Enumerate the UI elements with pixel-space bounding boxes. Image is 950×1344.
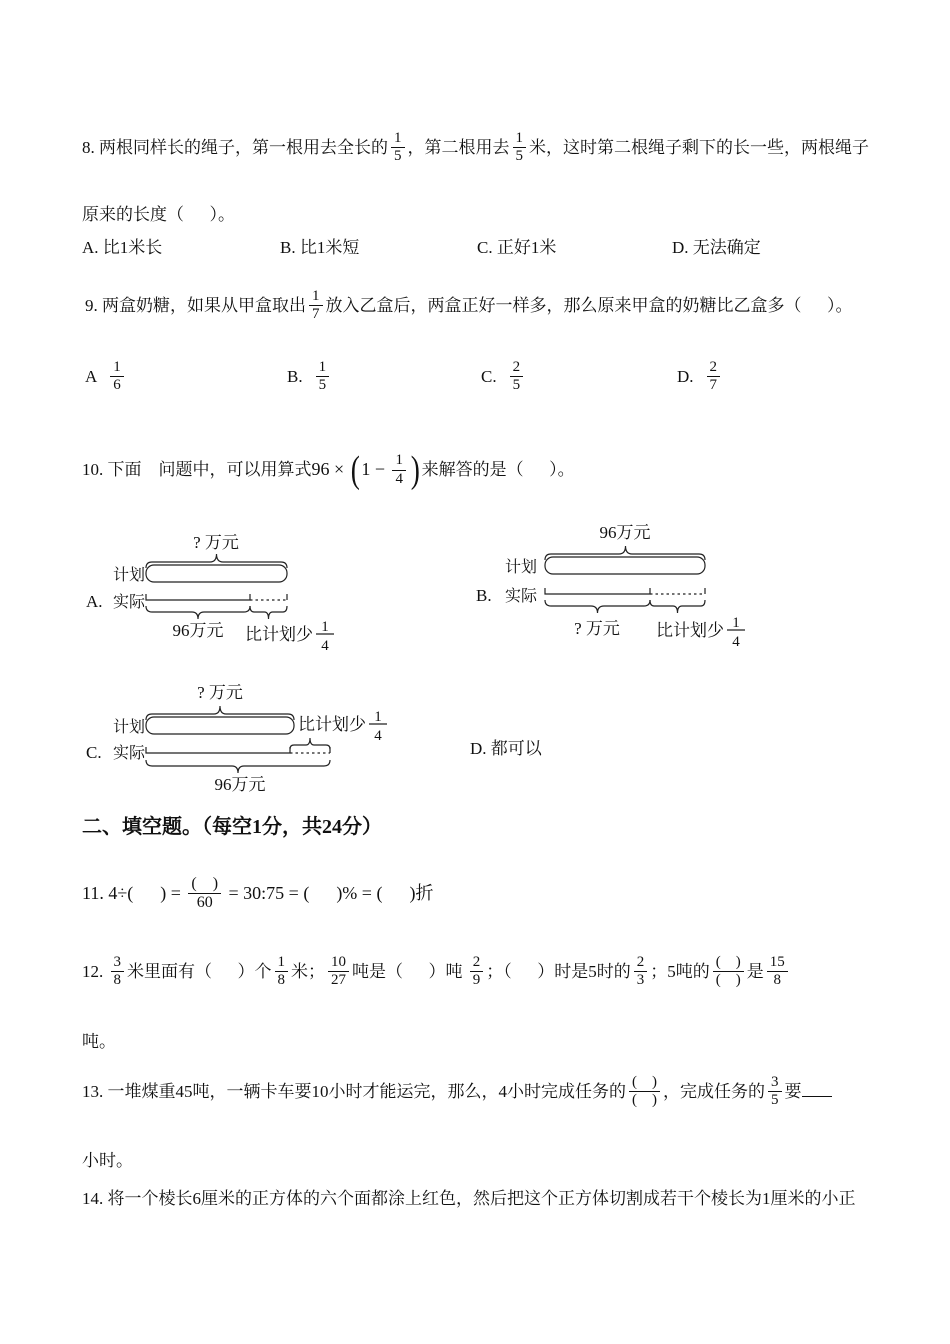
diagram-a-plan-bar bbox=[146, 565, 287, 582]
diagram-c-dotted-overbrace bbox=[290, 738, 330, 749]
q10-left-paren: ( bbox=[350, 449, 360, 491]
q10-option-d: D. 都可以 bbox=[470, 739, 542, 758]
diagram-c-bottom-label: 96万元 bbox=[214, 775, 266, 794]
diagram-b-dotted-underbrace bbox=[650, 600, 705, 613]
diagram-a-top-label: ? 万元 bbox=[193, 533, 239, 552]
diagram-a-bottom-label: 96万元 bbox=[172, 621, 224, 640]
diagram-b-plan-bar bbox=[545, 557, 705, 574]
question-13-line-1: 13. 一堆煤重45吨，一辆卡车要10小时才能运完，那么，4小时完成任务的 $\frac{( )}{( )}$ ，完成任务的 $\frac{3}{5}$ 要 bbox=[82, 1074, 832, 1110]
question-12-line-1: 12. $\frac{3}{8}$ 米里面有（ ）个 $\frac{1}{8}$ 米； $\frac{10}{27}$ 吨是（ ）吨 $\frac{2}{9}$ ；（ ）时是5时的 $\frac{2}{3}$ ；5吨的 $\frac{( )}{( )}$ 是 $\frac{15}{8}$ bbox=[82, 954, 791, 990]
diagram-a-actual-label: 实际 bbox=[113, 594, 146, 611]
diagram-a-plan-label: 计划 bbox=[113, 567, 146, 584]
question-14-line: 14. 将一个棱长6厘米的正方体的六个面都涂上红色，然后把这个正方体切割成若干个棱长为1厘米的小正 bbox=[82, 1189, 856, 1208]
q12-fraction-2-9: $\frac{2}{9}$ bbox=[470, 954, 484, 990]
q8-text-post: 米，这时第二根绳子剩下的长一些，两根绳子 bbox=[529, 137, 869, 157]
q12-fraction-2-3: $\frac{2}{3}$ bbox=[634, 954, 648, 990]
q10-expr-coeff: 96 × bbox=[311, 459, 349, 480]
q8-option-d: D. 无法确定 bbox=[672, 238, 761, 257]
q11-fraction-blank-over-60: $\frac{( )}{60}$ bbox=[188, 875, 221, 913]
question-11-line bbox=[82, 875, 433, 913]
q10-expr-one: 1 − bbox=[361, 459, 390, 480]
q9-option-c-fraction: $\frac{2}{5}$ bbox=[510, 359, 524, 395]
diagram-b-plan-label: 计划 bbox=[505, 559, 538, 576]
q8-text-pre: 8. 两根同样长的绳子，第一根用去全长的 bbox=[82, 137, 388, 157]
q13-answer-blank-line bbox=[802, 1096, 832, 1097]
section-2-header: 二、填空题。（每空1分，共24分） bbox=[82, 816, 382, 838]
q8-blank-text: 原来的长度（ ）。 bbox=[82, 205, 235, 224]
diagram-c-top-label: ? 万元 bbox=[197, 683, 243, 702]
q9-option-d-fraction: $\frac{2}{7}$ bbox=[707, 359, 721, 395]
diagram-a-actual-solid-line bbox=[146, 594, 250, 600]
q9-text-post: 放入乙盒后，两盒正好一样多，那么原来甲盒的奶糖比乙盒多（ ）。 bbox=[325, 295, 853, 315]
q9-fraction: $\frac{1}{7}$ bbox=[309, 288, 323, 324]
diagram-c-less-fraction-den: 4 bbox=[374, 728, 382, 744]
q12-fraction-15-8: $\frac{15}{8}$ bbox=[767, 954, 788, 990]
diagram-a-less-fraction-den: 4 bbox=[321, 638, 329, 654]
q9-option-b: B. $\frac{1}{5}$ bbox=[287, 359, 332, 395]
diagram-b-solid-underbrace bbox=[545, 600, 650, 613]
q10-expr-fraction: $\frac{1}{4}$ bbox=[392, 452, 406, 488]
q9-option-b-fraction: $\frac{1}{5}$ bbox=[316, 359, 330, 395]
q9-option-a: A $\frac{1}{6}$ bbox=[85, 359, 127, 395]
q8-option-b: B. 比1米短 bbox=[280, 238, 360, 257]
diagram-b-less-label: 比计划少 bbox=[656, 621, 724, 640]
q10-diagram-b bbox=[470, 516, 810, 666]
q13-fraction-blank: $\frac{( )}{( )}$ bbox=[629, 1074, 660, 1110]
q12-fraction-blank: $\frac{( )}{( )}$ bbox=[713, 954, 744, 990]
diagram-b-less-fraction-num: 1 bbox=[732, 615, 740, 631]
q10-right-paren: ) bbox=[410, 449, 420, 491]
diagram-b-less-fraction-den: 4 bbox=[732, 634, 740, 650]
question-12-line-2: 吨。 bbox=[82, 1032, 116, 1051]
diagram-c-less-label: 比计划少 bbox=[298, 715, 366, 734]
q8-text-mid: ，第二根用去 bbox=[407, 137, 510, 157]
diagram-a-less-label: 比计划少 bbox=[245, 625, 313, 644]
q8-fraction-2: $\frac{1}{5}$ bbox=[513, 130, 527, 166]
diagram-a-dotted-underbrace bbox=[250, 606, 287, 619]
q12-fraction-10-27: $\frac{10}{27}$ bbox=[328, 954, 349, 990]
diagram-b-option-label: B. bbox=[476, 586, 492, 605]
diagram-c-actual-label: 实际 bbox=[113, 745, 146, 762]
question-8-line-1 bbox=[82, 130, 869, 166]
diagram-b-top-label: 96万元 bbox=[599, 523, 651, 542]
question-10-line-1 bbox=[82, 449, 575, 491]
q9-option-c: C. $\frac{2}{5}$ bbox=[481, 359, 526, 395]
question-13-line-2: 小时。 bbox=[82, 1151, 133, 1170]
diagram-b-bottom-label: ? 万元 bbox=[574, 619, 620, 638]
q9-option-a-fraction: $\frac{1}{6}$ bbox=[110, 359, 124, 395]
q11-text-post: = 30:75 = ( )% = ( )折 bbox=[224, 883, 434, 904]
diagram-a-solid-underbrace bbox=[146, 606, 250, 619]
diagram-c-actual-solid-line bbox=[146, 747, 290, 753]
q10-diagram-a bbox=[82, 524, 442, 659]
diagram-c-option-label: C. bbox=[86, 743, 102, 762]
q9-text-pre: 9. 两盒奶糖，如果从甲盒取出 bbox=[85, 295, 306, 315]
question-8-line-2 bbox=[82, 204, 235, 226]
diagram-b-actual-label: 实际 bbox=[505, 588, 538, 605]
diagram-c-plan-bar bbox=[146, 717, 294, 734]
q12-fraction-3-8: $\frac{3}{8}$ bbox=[111, 954, 125, 990]
q8-fraction-1: $\frac{1}{5}$ bbox=[391, 130, 405, 166]
diagram-a-option-label: A. bbox=[86, 592, 103, 611]
q10-text-pre: 10. 下面 问题中，可以用算式 bbox=[82, 460, 312, 479]
q9-option-d: D. $\frac{2}{7}$ bbox=[677, 359, 723, 395]
diagram-c-plan-label: 计划 bbox=[113, 719, 146, 736]
q12-fraction-1-8: $\frac{1}{8}$ bbox=[275, 954, 289, 990]
q8-option-a: A. 比1米长 bbox=[82, 238, 163, 257]
q13-fraction-3-5: $\frac{3}{5}$ bbox=[768, 1074, 782, 1110]
diagram-c-full-underbrace bbox=[146, 760, 330, 773]
diagram-a-less-fraction-num: 1 bbox=[321, 619, 329, 635]
question-9-line-1 bbox=[85, 288, 853, 324]
diagram-b-actual-solid-line bbox=[545, 588, 650, 594]
q10-text-post: 来解答的是（ ）。 bbox=[421, 460, 575, 479]
q10-diagram-c bbox=[82, 676, 512, 801]
diagram-c-less-fraction-num: 1 bbox=[374, 709, 382, 725]
q8-option-c: C. 正好1米 bbox=[477, 238, 557, 257]
q11-text-pre: 11. 4÷( ) = bbox=[82, 883, 186, 904]
